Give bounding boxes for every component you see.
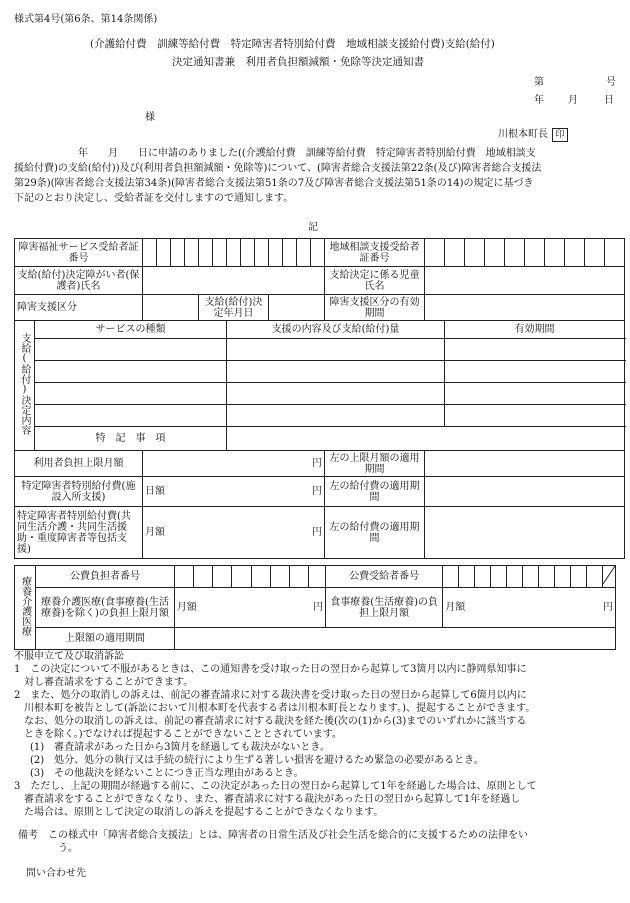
- payer-no-digit[interactable]: [232, 566, 251, 588]
- remarks-line-1: 備考 この様式中「障害者総合支援法」とは、障害者の日常生活及び社会生活を総合的に支援するための法律をい: [18, 830, 528, 841]
- date-year-label: 年: [534, 95, 544, 106]
- class-valid-period-field[interactable]: [425, 295, 625, 321]
- medical-table: [14, 565, 616, 650]
- service-cert-digit[interactable]: [269, 239, 283, 267]
- payer-no-digit[interactable]: [251, 566, 270, 588]
- service-cert-digit[interactable]: [171, 239, 185, 267]
- service-cert-no-label: 障害福祉サービス受給者証番号: [15, 239, 143, 267]
- note-3-line-3: た場合は、原則として決定の取消しの訴えを提起することができなくなります。: [24, 807, 384, 818]
- note-2-line-2: 川根本町を被告として(訴訟において川根本町を代表する者は川根本町長となります。)、提起することができます。: [24, 703, 536, 714]
- yen-unit: 円: [312, 486, 322, 497]
- facility-daily-field[interactable]: [143, 477, 325, 507]
- special-note-field[interactable]: [227, 427, 625, 451]
- yen-unit: 円: [312, 458, 322, 469]
- service-type-cell[interactable]: [35, 383, 227, 405]
- class-valid-period-label: 障害支援区分の有効期間: [325, 295, 425, 321]
- consult-cert-digit[interactable]: [445, 239, 465, 267]
- service-cert-digit[interactable]: [143, 239, 157, 267]
- diagonal-slash-icon: [603, 566, 615, 584]
- package-period-field[interactable]: [425, 507, 625, 559]
- note-3-line-1: 3 ただし、上記の期間が経過する前に、この決定があった日の翌日から起算して1年を経過した場合は、原則として: [14, 781, 537, 792]
- intro-line-2: 援給付費)の支給(給付))及び(利用者負担額減額・免除等)について、(障害者総合支援法第22条(及び)障害者総合支援法: [14, 163, 542, 174]
- support-amount-cell[interactable]: [227, 383, 445, 405]
- service-cert-digit[interactable]: [227, 239, 241, 267]
- service-cert-digit[interactable]: [199, 239, 213, 267]
- title-line-2: 決定通知書兼 利用者負担額減額・免除等決定通知書: [172, 56, 424, 68]
- receiver-no-digit[interactable]: [555, 566, 571, 588]
- service-cert-digit[interactable]: [185, 239, 199, 267]
- intro-line-4: 下記のとおり決定し、受給者証を交付しますので通知します。: [14, 193, 294, 204]
- monthly-amount-label: 月額: [176, 602, 197, 613]
- decision-date-field[interactable]: [269, 295, 325, 321]
- title-line-1: (介護給付費 訓練等給付費 特定障害者特別給付費 地域相談支援給付費)支給(給付): [90, 38, 495, 50]
- service-cert-digit[interactable]: [283, 239, 297, 267]
- support-amount-cell[interactable]: [227, 339, 445, 361]
- intro-line-3: 第29条)(障害者総合支援法第34条)(障害者総合支援法第51条の7及び障害者総合支援法第51条の14)の規定に基づき: [14, 178, 534, 189]
- date-month-label: 月: [568, 95, 578, 106]
- service-type-cell[interactable]: [35, 405, 227, 427]
- intro-line-1: 年 月 日に申請のありました((介護給付費 訓練等給付費 特定障害者特別給付費 地域相談支: [78, 148, 536, 159]
- note-1-line-1: 1 この決定について不服があるときは、この通知書を受け取った日の翌日から起算して3箇月以内に静岡県知事に: [14, 664, 527, 675]
- yen-unit: 円: [312, 527, 322, 538]
- consult-cert-digit[interactable]: [485, 239, 505, 267]
- package-benefit-label: 特定障害者特別給付費(共同生活介護・共同生活援助・重度障害者等包括支援): [15, 507, 143, 559]
- child-name-field[interactable]: [425, 267, 625, 295]
- limit-period-label: 左の上限月額の適用期間: [325, 451, 425, 477]
- note-3-line-2: 審査請求をすることができなくなり、また、審査請求に対する裁決があった日の翌日から起算して1年を経過し: [24, 794, 521, 805]
- monthly-amount-label: 月額: [445, 602, 466, 613]
- doc-no-suffix: 号: [606, 77, 616, 88]
- receiver-no-digit[interactable]: [586, 566, 602, 588]
- support-class-field[interactable]: [143, 295, 199, 321]
- consult-cert-no-label: 地域相談支援受給者証番号: [325, 239, 425, 267]
- facility-period-field[interactable]: [425, 477, 625, 507]
- contact-label: 問い合わせ先: [26, 868, 86, 879]
- form-number: 様式第4号(第6条、第14条関係): [14, 14, 158, 25]
- monthly-amount-label: 月額: [145, 527, 165, 538]
- receiver-no-digit[interactable]: [507, 566, 523, 588]
- valid-period-cell[interactable]: [445, 339, 625, 361]
- receiver-no-label: 公費受給者番号: [326, 566, 443, 588]
- note-2-sub-3: (3) その他裁決を経ないことにつき正当な理由があるとき。: [30, 768, 304, 779]
- decision-table: [14, 238, 625, 559]
- receiver-no-check[interactable]: [602, 566, 615, 588]
- ki-heading: 記: [308, 222, 318, 233]
- valid-period-cell[interactable]: [445, 383, 625, 405]
- service-cert-digit[interactable]: [297, 239, 311, 267]
- content-side-text: 支給(給付)決定内容: [19, 333, 30, 435]
- consult-cert-digit[interactable]: [585, 239, 605, 267]
- doc-no-prefix: 第: [534, 77, 544, 88]
- issuer: [498, 128, 568, 142]
- support-amount-cell[interactable]: [227, 405, 445, 427]
- issuer-name: 川根本町長: [498, 129, 548, 140]
- support-class-label: 障害支援区分: [15, 295, 143, 321]
- limit-period-field[interactable]: [425, 451, 625, 477]
- service-cert-digit[interactable]: [255, 239, 269, 267]
- remarks-line-2: う。: [58, 843, 78, 854]
- facility-period-label: 左の給付費の適用期間: [325, 477, 425, 507]
- payer-no-digit[interactable]: [309, 566, 326, 588]
- special-note-label: 特 記 事 項: [35, 427, 227, 451]
- receiver-no-digit[interactable]: [523, 566, 539, 588]
- yen-unit: 円: [313, 602, 324, 613]
- service-cert-digit[interactable]: [157, 239, 171, 267]
- receiver-no-digit[interactable]: [443, 566, 459, 588]
- note-2-sub-2: (2) 処分、処分の執行又は手続の続行により生ずる著しい損害を避けるため緊急の必要があるとき。: [30, 755, 484, 766]
- content-side-label: [15, 321, 35, 451]
- meal-limit-field[interactable]: [443, 588, 616, 628]
- guardian-name-label: 支給(給付)決定障がい者(保護者)氏名: [15, 267, 143, 295]
- service-cert-digit[interactable]: [241, 239, 255, 267]
- payer-no-digit[interactable]: [289, 566, 308, 588]
- col-support-amount: 支援の内容及び支給(給付)量: [227, 321, 445, 339]
- consult-cert-digit[interactable]: [425, 239, 445, 267]
- medical-side-text: 療養介護医療: [19, 576, 31, 636]
- col-service-type: サービスの種類: [35, 321, 227, 339]
- note-1-line-2: 対し審査請求をすることができます。: [24, 677, 194, 688]
- daily-amount-label: 日額: [145, 486, 165, 497]
- limit-period-label: 上限額の適用期間: [36, 628, 175, 650]
- receiver-no-digit[interactable]: [475, 566, 491, 588]
- meal-limit-label: 食事療養(生活療養)の負担上限月額: [326, 588, 443, 628]
- support-amount-cell[interactable]: [227, 361, 445, 383]
- yen-unit: 円: [603, 602, 613, 613]
- medical-limit-label: 療養介護医療(食事療養(生活療養)を除く)の負担上限月額: [36, 588, 175, 628]
- notes-heading: 不服申立て及び取消訴訟: [14, 651, 124, 662]
- package-monthly-field[interactable]: [143, 507, 325, 559]
- decision-date-label: 支給(給付)決定年月日: [199, 295, 269, 321]
- payer-no-digit[interactable]: [270, 566, 289, 588]
- receiver-no-digit[interactable]: [459, 566, 475, 588]
- payer-no-digit[interactable]: [193, 566, 212, 588]
- note-2-line-1: 2 また、処分の取消しの訴えは、前記の審査請求に対する裁決書を受け取った日の翌日から起算して6箇月以内に: [14, 690, 527, 701]
- package-period-label: 左の給付費の適用期間: [325, 507, 425, 559]
- note-2-line-4: ときを除く。)でなければ提起することができないこととされています。: [24, 729, 342, 740]
- consult-cert-digit[interactable]: [605, 239, 625, 267]
- col-valid-period: 有効期間: [445, 321, 625, 339]
- consult-cert-digit[interactable]: [545, 239, 565, 267]
- medical-limit-field[interactable]: [174, 588, 325, 628]
- recipient-honorific: 様: [145, 112, 155, 123]
- payer-no-label: 公費負担者番号: [36, 566, 175, 588]
- consult-cert-digit[interactable]: [525, 239, 545, 267]
- note-2-line-3: なお、処分の取消しの訴えは、前記の審査請求に対する裁決を経た後(次の(1)から(3)までのいずれかに該当する: [24, 716, 527, 727]
- payer-no-digit[interactable]: [213, 566, 232, 588]
- payer-no-digit[interactable]: [174, 566, 193, 588]
- receiver-no-digit[interactable]: [539, 566, 555, 588]
- consult-cert-digit[interactable]: [465, 239, 485, 267]
- consult-cert-digit[interactable]: [565, 239, 585, 267]
- seal-stamp: 印: [552, 128, 568, 142]
- medical-side-label: [15, 566, 36, 650]
- limit-period-field[interactable]: [174, 628, 615, 650]
- receiver-no-digit[interactable]: [571, 566, 587, 588]
- date-day-label: 日: [604, 95, 614, 106]
- limit-monthly-label: 利用者負担上限月額: [15, 451, 143, 477]
- consult-cert-digit[interactable]: [505, 239, 525, 267]
- child-name-label: 支給決定に係る児童氏名: [325, 267, 425, 295]
- service-cert-digit[interactable]: [311, 239, 325, 267]
- guardian-name-field[interactable]: [143, 267, 325, 295]
- valid-period-cell[interactable]: [445, 405, 625, 427]
- note-2-sub-1: (1) 審査請求があった日から3箇月を経過しても裁決がないとき。: [30, 742, 331, 753]
- receiver-no-digit[interactable]: [491, 566, 507, 588]
- limit-monthly-field[interactable]: [143, 451, 325, 477]
- service-type-cell[interactable]: [35, 361, 227, 383]
- service-cert-digit[interactable]: [213, 239, 227, 267]
- service-type-cell[interactable]: [35, 339, 227, 361]
- valid-period-cell[interactable]: [445, 361, 625, 383]
- facility-benefit-label: 特定障害者特別給付費(施設入所支援): [15, 477, 143, 507]
